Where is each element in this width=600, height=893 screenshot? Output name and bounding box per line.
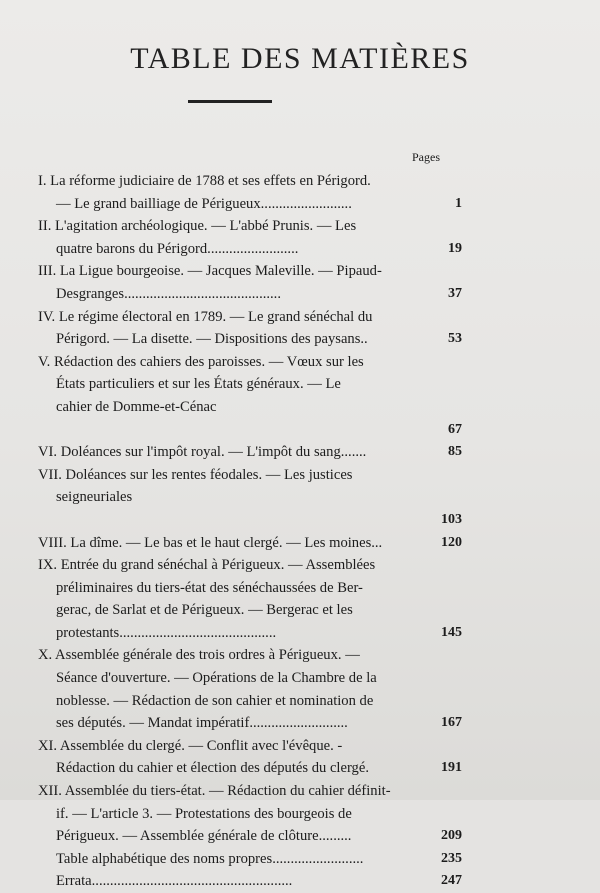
toc-page-number: 120 (441, 534, 462, 550)
toc-line-text: — Le grand bailliage de Périgueux......................... (56, 195, 352, 212)
toc-line (20, 351, 460, 374)
toc-line-text: V. Rédaction des cahiers des paroisses. — Vœux sur les (38, 353, 364, 370)
toc-line-text: noblesse. — Rédaction de son cahier et nomination de (56, 692, 374, 709)
toc-page-number: 235 (441, 850, 462, 866)
toc-page-number: 167 (441, 715, 462, 731)
toc-line (20, 780, 460, 803)
toc-line-text: II. L'agitation archéologique. — L'abbé Prunis. — Les (38, 218, 357, 235)
toc-page-number: 67 (448, 421, 462, 437)
toc-line (20, 193, 460, 216)
toc-line-text: VII. Doléances sur les rentes féodales. — Les justices (38, 466, 353, 483)
toc-line-text: quatre barons du Périgord......................... (56, 240, 299, 257)
toc-page-number: 19 (448, 240, 462, 256)
toc-line-text: États particuliers et sur les États généraux. — Le (56, 376, 341, 393)
toc-line (20, 712, 460, 735)
toc-line (20, 757, 460, 780)
toc-line (20, 486, 460, 509)
toc-line-text: Desgranges........................................... (56, 285, 281, 302)
toc-line (20, 667, 460, 690)
pages-column-label: Pages (412, 150, 440, 164)
toc-page-number: 103 (441, 511, 462, 527)
toc-line (20, 735, 460, 758)
toc-line-text: Errata....................................................... (56, 873, 293, 890)
toc-line-text: gerac, de Sarlat et de Périgueux. — Bergerac et les (56, 602, 353, 619)
toc-page-number: 37 (448, 285, 462, 301)
page-title: TABLE DES MATIÈRES (130, 42, 470, 75)
toc-line-text: III. La Ligue bourgeoise. — Jacques Maleville. — Pipaud- (38, 263, 382, 280)
toc-page-number: 247 (441, 873, 462, 889)
toc-line-text: seigneuriales (56, 489, 133, 506)
toc-line (20, 644, 460, 667)
toc-line-text: Périgord. — La disette. — Dispositions des paysans.. (56, 331, 368, 348)
toc-page-number: 145 (441, 624, 462, 640)
title-divider (188, 100, 272, 103)
toc-line (20, 441, 460, 464)
toc-page-number: 53 (448, 331, 462, 347)
table-of-contents (20, 170, 460, 893)
toc-line-text: if. — L'article 3. — Protestations des bourgeois de (56, 805, 352, 822)
toc-line-text: VI. Doléances sur l'impôt royal. — L'impôt du sang....... (38, 444, 367, 461)
toc-line (20, 622, 460, 645)
toc-page-number: 1 (455, 195, 462, 211)
toc-line-text: Séance d'ouverture. — Opérations de la Chambre de la (56, 670, 377, 687)
toc-line (20, 419, 460, 442)
toc-line (20, 170, 460, 193)
toc-line (20, 577, 460, 600)
toc-page-number: 191 (441, 760, 462, 776)
toc-line (20, 690, 460, 713)
toc-line-text: XII. Assemblée du tiers-état. — Rédaction du cahier définit- (38, 783, 391, 800)
toc-line-text: I. La réforme judiciaire de 1788 et ses effets en Périgord. (38, 173, 371, 189)
toc-line-text: XI. Assemblée du clergé. — Conflit avec l'évêque. - (38, 737, 343, 754)
toc-line (20, 238, 460, 261)
toc-line (20, 215, 460, 238)
toc-line (20, 396, 460, 419)
toc-page-number: 85 (448, 444, 462, 460)
toc-line (20, 283, 460, 306)
toc-line (20, 870, 460, 893)
toc-line-text: X. Assemblée générale des trois ordres à Périgueux. — (38, 647, 360, 664)
toc-line-text: VIII. La dîme. — Le bas et le haut clergé. — Les moines... (38, 534, 383, 551)
toc-line (20, 260, 460, 283)
toc-line (20, 306, 460, 329)
toc-line (20, 599, 460, 622)
toc-page-number: 209 (441, 828, 462, 844)
toc-line-text: protestants........................................... (56, 624, 277, 641)
toc-line-text: IX. Entrée du grand sénéchal à Périgueux. — Assemblées (38, 557, 376, 574)
toc-line (20, 328, 460, 351)
toc-line-text: préliminaires du tiers-état des sénéchaussées de Ber- (56, 579, 363, 596)
toc-line-text: cahier de Domme-et-Cénac (56, 398, 217, 415)
toc-line (20, 554, 460, 577)
toc-line-text: ses députés. — Mandat impératif........................... (56, 715, 348, 732)
toc-line (20, 848, 460, 871)
toc-line (20, 803, 460, 826)
toc-line-text: Rédaction du cahier et élection des députés du clergé. (56, 760, 369, 777)
toc-line (20, 509, 460, 532)
toc-line (20, 464, 460, 487)
toc-line (20, 373, 460, 396)
toc-line (20, 532, 460, 555)
toc-line-text: Périgueux. — Assemblée générale de clôture......... (56, 828, 352, 845)
toc-line (20, 825, 460, 848)
toc-line-text: Table alphabétique des noms propres......................... (56, 850, 364, 867)
toc-line-text: IV. Le régime électoral en 1789. — Le grand sénéchal du (38, 308, 373, 325)
